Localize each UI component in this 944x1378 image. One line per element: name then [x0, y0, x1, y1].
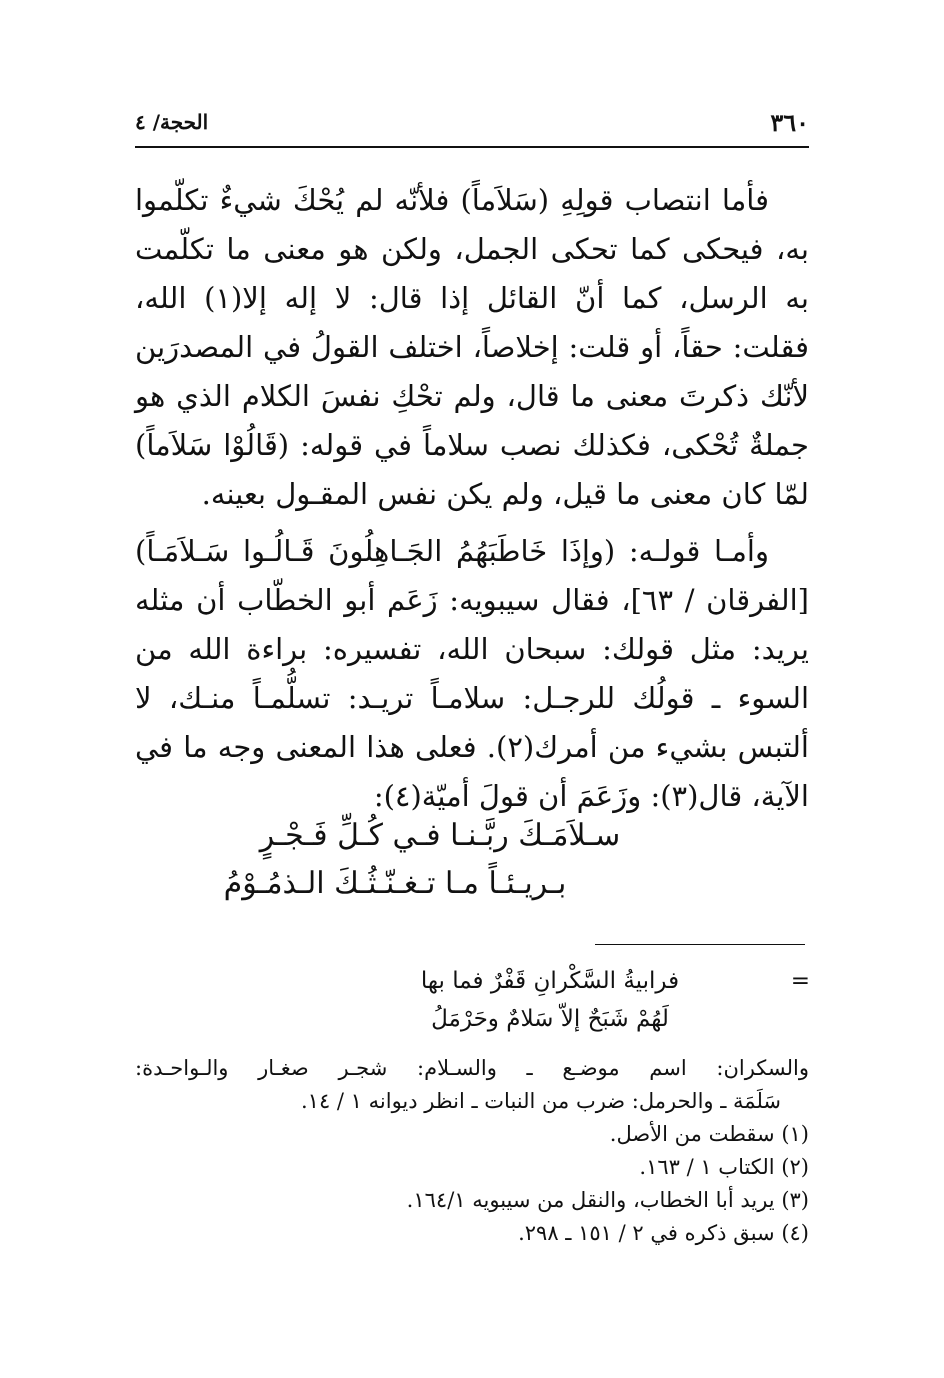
- footnote-separator: [595, 944, 805, 945]
- footnote-gloss-line-2: سَلَمَة ـ والحرمل: ضرب من النبات ـ انظر ديوانه ١ / ١٤.: [300, 1089, 781, 1113]
- footnote-2: (٢) الكتاب ١ / ١٦٣.: [639, 1155, 809, 1179]
- running-title: الحجة/ ٤: [135, 110, 209, 134]
- footnote-gloss-line-1: والسكران: اسم موضـع ـ والسـلام: شجـر صغـار والـواحـدة:: [135, 1056, 809, 1080]
- poetry-verse: [150, 812, 670, 908]
- page-number: ٣٦٠: [770, 108, 809, 137]
- footnote-hemistich-2: لَهُمْ شَبَحٌ إلاّ سَلامٌ وحَرْمَلُ: [431, 1006, 669, 1032]
- footnote-hemistich-1: فرابيةُ السَّكْرانِ قَفْرٌ فما بها: [420, 968, 680, 994]
- footnote-4: (٤) سبق ذكره في ٢ / ١٥١ ـ ٢٩٨.: [518, 1221, 809, 1245]
- paragraph-2: وأمـا قولـه: (وإذَا خَاطَبَهُمُ الجَـاهِلُونَ قَـالُـوا سَـلاَمَـاً) [الفرقان / ٦٣]، فقال سيبويه: زَعَم أبو الخطّاب أن مثله يريد: مثل قولك: سبحان الله، تفسيره: براءة الله من السوء ـ قولُك للرجـل: سلامـاً تريـد: تسلُّمـاً منـك، لا ألتبس بشيء من أمرك(٢). فعلى هذا المعنى وجه ما في الآية، قال(٣): وزَعَمَ أن قولَ أميّة(٤):: [135, 534, 809, 813]
- main-text: [135, 176, 809, 821]
- paragraph-1: فأما انتصاب قولِهِ (سَلاَماً) فلأنّه لم يُحْكَ شيءٌ تكلّموا به، فيحكى كما تحكى الجمل، ولكن هو معنى ما تكلّمت به الرسل، كما أنّ القائل إذا قال: لا إله إلا(١) الله، فقلت: حقاً، أو قلت: إخلاصاً، اختلف القولُ في المصدرَين لأنّك ذكرتَ معنى ما قال، ولم تحْكِ نفسَ الكلام الذي هو جملةٌ تُحْكى، فكذلك نصب سلاماً في قوله: (قَالُوْا سَلاَماً) لمّا كان معنى ما قيل، ولم يكن نفس المقـول بعينه.: [135, 183, 809, 511]
- footnote-1: (١) سقطت من الأصل.: [609, 1122, 809, 1146]
- footnotes: [135, 1052, 809, 1250]
- page-header: [135, 108, 809, 144]
- verse-hemistich-1: سـلاَمَـكَ ربَّـنـا فـي كُـلِّ فَـجْـرٍ: [259, 818, 621, 853]
- footnote-3: (٣) يريد أبا الخطاب، والنقل من سيبويه ١٦٤/١.: [406, 1188, 809, 1212]
- header-rule: [135, 146, 809, 148]
- continuation-marker: =: [790, 968, 810, 994]
- footnote-continuation-verse: [250, 962, 810, 1038]
- verse-hemistich-2: بـريـئـاً مـا تـغـنّـثُـكَ الـذمُـوْمُ: [223, 866, 567, 901]
